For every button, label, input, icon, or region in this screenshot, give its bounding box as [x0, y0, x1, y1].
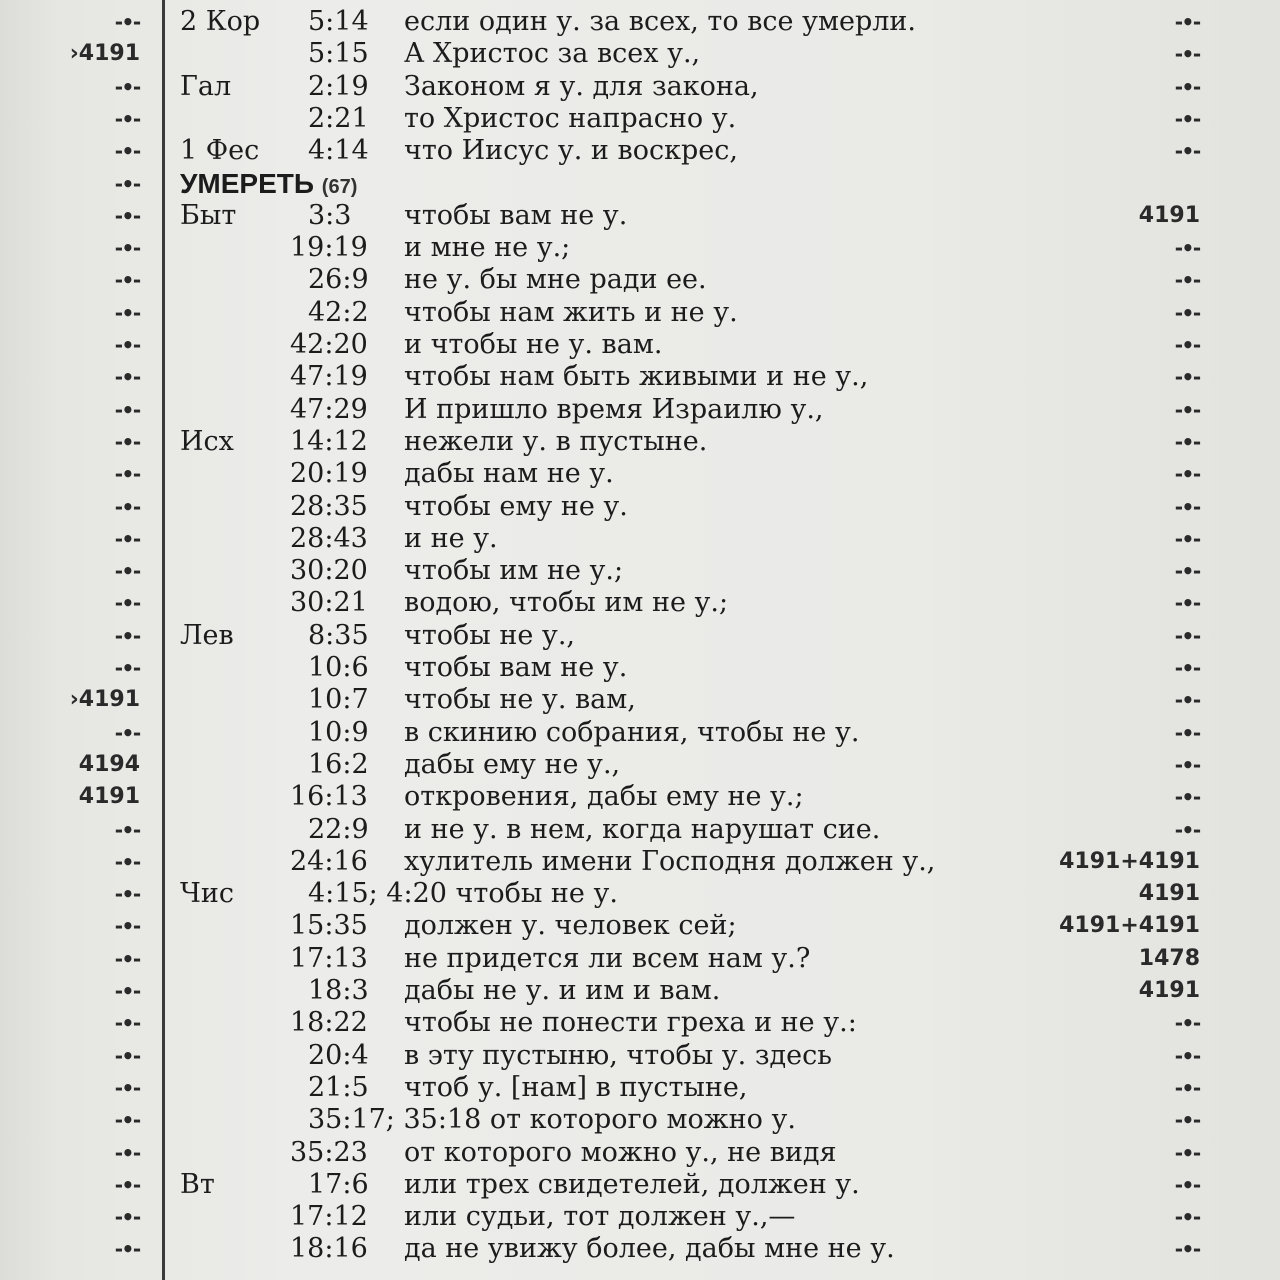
left-strong-number: -•-: [112, 139, 140, 164]
entry-row: [0, 749, 1280, 781]
left-strong-number: -•-: [112, 1205, 140, 1230]
right-strong-number: -•-: [1172, 591, 1200, 616]
verse-reference: 14:12: [290, 425, 368, 457]
entry-row: [0, 717, 1280, 749]
entry-row: [0, 329, 1280, 361]
right-strong-number: 4191: [1138, 881, 1200, 907]
entry-row: [0, 1072, 1280, 1104]
verse-text: да не увижу более, дабы мне не у.: [404, 1233, 895, 1265]
verse-reference: 18:16: [290, 1233, 368, 1265]
left-strong-number: ›4191: [69, 687, 140, 713]
book-abbreviation: Вт: [180, 1168, 215, 1200]
entry-row: [0, 6, 1280, 38]
left-strong-number: -•-: [112, 591, 140, 616]
entry-row: [0, 426, 1280, 458]
entry-row: [0, 1201, 1280, 1233]
heading-count: (67): [321, 175, 358, 198]
verse-reference: 17:12: [290, 1201, 368, 1233]
book-abbreviation: Быт: [180, 199, 237, 231]
verse-text: и не у.: [404, 522, 498, 554]
book-abbreviation: 1 Фес: [180, 135, 260, 167]
left-strong-number: -•-: [112, 946, 140, 971]
left-strong-number: -•-: [112, 1043, 140, 1068]
left-strong-number: -•-: [112, 300, 140, 325]
verse-reference: 20:19: [290, 458, 368, 490]
verse-reference: 18:22: [290, 1007, 368, 1039]
verse-reference: 17:6: [308, 1168, 369, 1200]
verse-reference: 24:16: [290, 845, 368, 877]
right-strong-number: -•-: [1172, 1140, 1200, 1165]
right-strong-number: -•-: [1172, 1237, 1200, 1262]
left-strong-number: -•-: [112, 656, 140, 680]
verse-reference: 3:3: [308, 199, 352, 231]
verse-reference: 2:19: [308, 70, 369, 102]
verse-text: водою, чтобы им не у.;: [404, 587, 729, 619]
left-strong-number: -•-: [112, 462, 140, 487]
left-strong-number: -•-: [112, 914, 140, 939]
entry-row: [0, 910, 1280, 942]
verse-text: откровения, дабы ему не у.;: [404, 781, 804, 813]
verse-reference: 47:29: [290, 393, 368, 425]
verse-reference: 17:13: [290, 942, 368, 974]
verse-text: или трех свидетелей, должен у.: [404, 1168, 860, 1200]
verse-reference: 28:35: [290, 490, 368, 522]
left-strong-number: -•-: [112, 106, 140, 131]
entry-row: [0, 38, 1280, 70]
verse-reference: 16:2: [308, 748, 369, 780]
right-strong-number: -•-: [1172, 1172, 1200, 1197]
verse-reference: 30:20: [290, 555, 368, 587]
right-strong-number: 1478: [1138, 945, 1200, 971]
left-strong-number: -•-: [112, 720, 140, 745]
entry-row: [0, 1007, 1280, 1039]
heading-title: УМЕРЕТЬ: [180, 167, 314, 199]
right-strong-number: -•-: [1172, 106, 1200, 131]
verse-text: от которого можно у.: [481, 1104, 796, 1136]
entry-row: [0, 232, 1280, 264]
left-strong-number: -•-: [112, 1108, 140, 1133]
entry-row: [0, 846, 1280, 878]
right-strong-number: -•-: [1172, 397, 1200, 422]
right-strong-number: -•-: [1172, 817, 1200, 842]
left-strong-number: 4191: [78, 784, 140, 810]
entry-row: [0, 135, 1280, 167]
verse-text: чтобы ему не у.: [404, 490, 628, 522]
verse-text: не у. бы мне ради ее.: [404, 264, 707, 296]
entry-row: [0, 814, 1280, 846]
verse-text: дабы ему не у.,: [404, 748, 621, 780]
verse-reference: 26:9: [308, 264, 369, 296]
right-strong-number: -•-: [1172, 1075, 1200, 1100]
entry-row: [0, 1169, 1280, 1201]
entry-row: [0, 620, 1280, 652]
right-strong-number: -•-: [1172, 10, 1200, 34]
entry-row: [0, 458, 1280, 490]
verse-text: и мне не у.;: [404, 232, 571, 264]
right-strong-number: -•-: [1172, 365, 1200, 390]
right-strong-number: 4191+4191: [1059, 913, 1200, 939]
verse-text: если один у. за всех, то все умерли.: [404, 6, 916, 37]
verse-reference: 4:15; 4:20 чтобы не у.: [308, 878, 618, 910]
verse-text: должен у. человек сей;: [404, 910, 737, 942]
verse-text: чтобы нам жить и не у.: [404, 296, 738, 328]
verse-reference: 18:3: [308, 975, 369, 1006]
verse-reference: 5:14: [308, 6, 369, 37]
verse-reference: 16:13: [290, 781, 368, 813]
left-strong-number: -•-: [112, 10, 140, 34]
verse-text: чтобы нам быть живыми и не у.,: [404, 361, 869, 393]
left-strong-number: -•-: [112, 1172, 140, 1197]
book-abbreviation: Гал: [180, 70, 232, 102]
book-abbreviation: Чис: [180, 878, 234, 910]
entry-row: [0, 652, 1280, 684]
verse-reference: 42:2: [308, 296, 369, 328]
verse-reference: 35:23: [290, 1136, 368, 1168]
left-strong-number: -•-: [112, 74, 140, 99]
book-abbreviation: 2 Кор: [180, 6, 261, 37]
left-strong-number: -•-: [112, 236, 140, 261]
left-strong-number: -•-: [112, 623, 140, 648]
entry-row: [0, 1040, 1280, 1072]
left-strong-number: -•-: [112, 1075, 140, 1100]
right-strong-number: -•-: [1172, 42, 1200, 67]
left-strong-number: -•-: [112, 203, 140, 228]
right-strong-number: -•-: [1172, 429, 1200, 454]
left-strong-number: -•-: [112, 397, 140, 422]
verse-text: чтобы не у.: [446, 878, 618, 910]
right-strong-number: -•-: [1172, 462, 1200, 487]
verse-text: не придется ли всем нам у.?: [404, 942, 811, 974]
left-strong-number: -•-: [112, 365, 140, 390]
entry-row: [0, 1104, 1280, 1136]
left-strong-number: -•-: [112, 1011, 140, 1036]
left-strong-number: -•-: [112, 268, 140, 293]
verse-text: нежели у. в пустыне.: [404, 425, 708, 457]
entry-row: [0, 587, 1280, 619]
entry-row: [0, 943, 1280, 975]
right-strong-number: -•-: [1172, 268, 1200, 293]
right-strong-number: -•-: [1172, 74, 1200, 99]
verse-reference: 28:43: [290, 522, 368, 554]
right-strong-number: -•-: [1172, 752, 1200, 777]
entry-row: [0, 1233, 1280, 1265]
verse-text: чтобы не у. вам,: [404, 684, 636, 716]
verse-reference: 10:7: [308, 684, 369, 716]
entry-row: [0, 71, 1280, 103]
verse-reference: 10:6: [308, 652, 369, 683]
verse-text: дабы не у. и им и вам.: [404, 975, 721, 1006]
left-strong-number: -•-: [112, 979, 140, 1003]
right-strong-number: 4191: [1138, 202, 1200, 228]
entry-row: [0, 975, 1280, 1007]
right-strong-number: -•-: [1172, 300, 1200, 325]
right-strong-number: 4191+4191: [1059, 848, 1200, 874]
left-strong-number: -•-: [112, 882, 140, 907]
verse-text: чтобы не понести греха и не у.:: [404, 1007, 857, 1039]
verse-text: дабы нам не у.: [404, 458, 614, 490]
verse-text: от которого можно у., не видя: [404, 1136, 837, 1168]
left-strong-number: -•-: [112, 1237, 140, 1262]
verse-text: в скинию собрания, чтобы не у.: [404, 716, 860, 748]
verse-reference: 20:4: [308, 1039, 369, 1071]
verse-reference: 8:35: [308, 619, 369, 651]
right-strong-number: -•-: [1172, 333, 1200, 357]
entry-row: [0, 878, 1280, 910]
verse-text: хулитель имени Господня должен у.,: [404, 845, 936, 877]
left-strong-number: -•-: [112, 1140, 140, 1165]
right-strong-number: -•-: [1172, 139, 1200, 164]
verse-reference: 21:5: [308, 1071, 369, 1103]
entry-row: [0, 264, 1280, 296]
verse-reference: 47:19: [290, 361, 368, 393]
left-strong-number: -•-: [112, 494, 140, 519]
right-strong-number: -•-: [1172, 526, 1200, 551]
right-strong-number: -•-: [1172, 1108, 1200, 1133]
verse-reference: 15:35: [290, 910, 368, 942]
verse-reference: 10:9: [308, 716, 369, 748]
verse-text: что Иисус у. и воскрес,: [404, 135, 738, 167]
verse-text: чтобы вам не у.: [404, 199, 628, 231]
verse-text: чтобы им не у.;: [404, 555, 624, 587]
verse-reference: 42:20: [290, 329, 368, 360]
entry-row: [0, 491, 1280, 523]
left-strong-number: -•-: [112, 526, 140, 551]
verse-reference: 5:15: [308, 38, 369, 70]
right-strong-number: -•-: [1172, 1043, 1200, 1068]
right-strong-number: -•-: [1172, 494, 1200, 519]
right-strong-number: -•-: [1172, 688, 1200, 713]
verse-text: И пришло время Израилю у.,: [404, 393, 824, 425]
left-strong-number: ›4191: [69, 41, 140, 67]
entry-row: [0, 200, 1280, 232]
left-strong-number: 4194: [78, 751, 140, 777]
left-strong-number: -•-: [112, 429, 140, 454]
verse-reference: 4:14: [308, 135, 369, 167]
verse-reference: 2:21: [308, 102, 369, 134]
entry-row: [0, 1137, 1280, 1169]
left-strong-number: -•-: [112, 849, 140, 874]
entry-row: [0, 781, 1280, 813]
verse-reference: 19:19: [290, 232, 368, 264]
entry-row: [0, 361, 1280, 393]
right-strong-number: -•-: [1172, 559, 1200, 584]
left-strong-number: -•-: [112, 333, 140, 357]
verse-text: в эту пустыню, чтобы у. здесь: [404, 1039, 832, 1071]
verse-text: и не у. в нем, когда нарушат сие.: [404, 813, 881, 845]
book-abbreviation: Лев: [180, 619, 234, 651]
verse-reference: 22:9: [308, 813, 369, 845]
entry-heading: [0, 168, 1280, 200]
verse-text: Законом я у. для закона,: [404, 70, 759, 102]
right-strong-number: -•-: [1172, 236, 1200, 261]
verse-text: чтобы не у.,: [404, 619, 575, 651]
entry-row: [0, 297, 1280, 329]
right-strong-number: -•-: [1172, 623, 1200, 648]
verse-text: то Христос напрасно у.: [404, 102, 737, 134]
right-strong-number: 4191: [1138, 978, 1200, 1003]
right-strong-number: -•-: [1172, 785, 1200, 810]
right-strong-number: -•-: [1172, 1205, 1200, 1230]
book-abbreviation: Исх: [180, 425, 234, 457]
heading-word: [180, 168, 357, 203]
verse-text: чтобы вам не у.: [404, 652, 628, 683]
verse-text: и чтобы не у. вам.: [404, 329, 663, 360]
left-strong-number: -•-: [112, 817, 140, 842]
left-strong-number: -•-: [112, 559, 140, 584]
right-strong-number: -•-: [1172, 720, 1200, 745]
left-strong-number: -•-: [112, 171, 140, 196]
verse-text: или судьи, тот должен у.,—: [404, 1201, 796, 1233]
verse-text: А Христос за всех у.,: [404, 38, 701, 70]
right-strong-number: -•-: [1172, 656, 1200, 680]
entry-row: [0, 684, 1280, 716]
verse-reference: 30:21: [290, 587, 368, 619]
verse-reference: 35:17; 35:18 от которого можно у.: [308, 1104, 796, 1136]
entry-row: [0, 394, 1280, 426]
right-strong-number: -•-: [1172, 1011, 1200, 1036]
entry-row: [0, 103, 1280, 135]
verse-text: чтоб у. [нам] в пустыне,: [404, 1071, 748, 1103]
entry-row: [0, 523, 1280, 555]
entry-row: [0, 555, 1280, 587]
